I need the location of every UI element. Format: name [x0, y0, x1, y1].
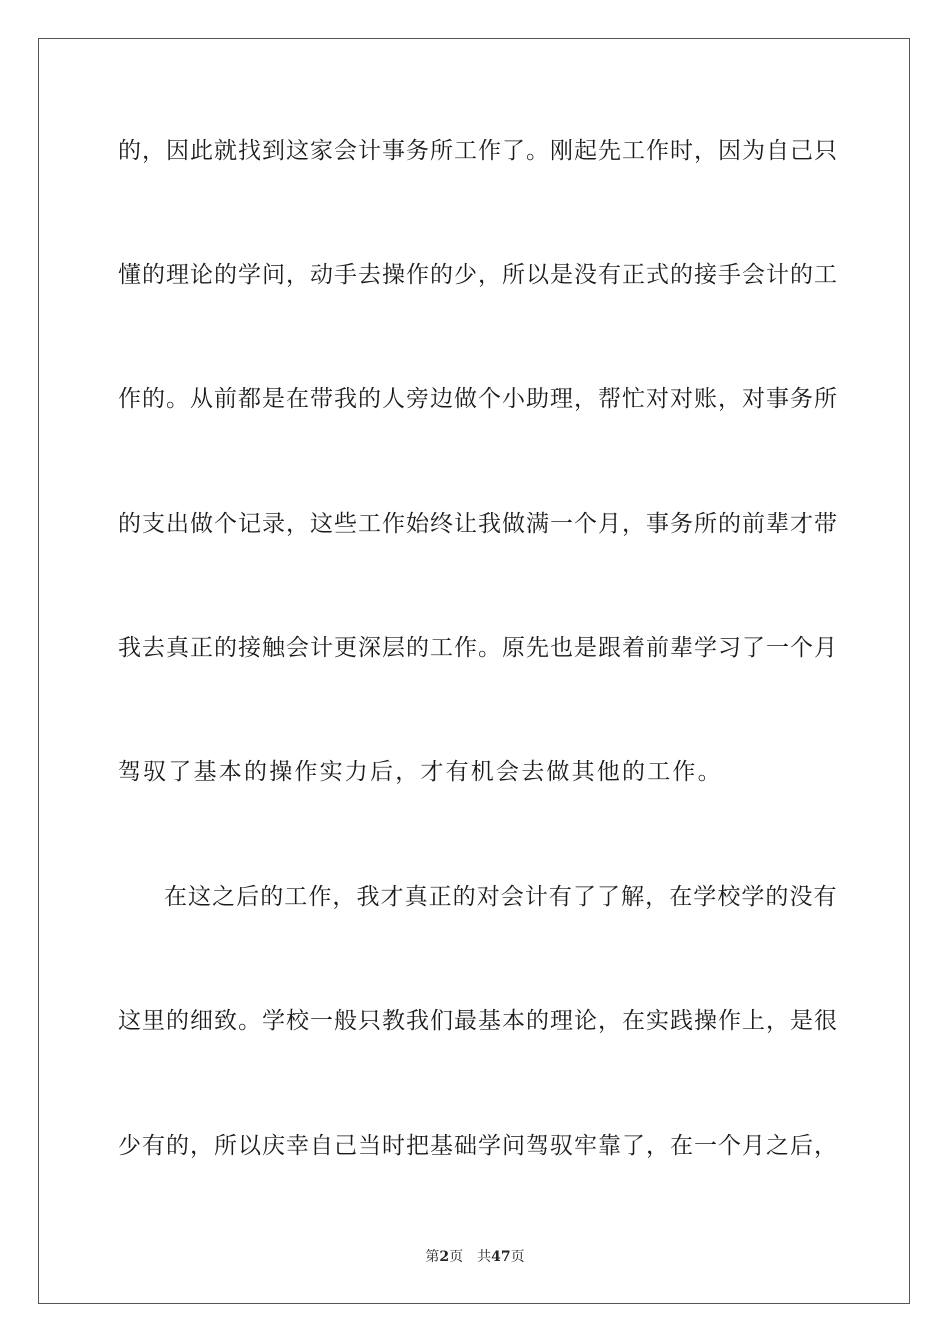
text-line-3: 作的。从前都是在带我的人旁边做个小助理，帮忙对对账，对事务所	[118, 386, 838, 412]
total-prefix: 共	[477, 1249, 492, 1265]
text-line-9: 少有的，所以庆幸自己当时把基础学问驾驭牢靠了，在一个月之后，	[118, 1133, 838, 1159]
total-pages: 47	[491, 1249, 511, 1265]
text-line-4: 的支出做个记录，这些工作始终让我做满一个月，事务所的前辈才带	[118, 511, 838, 537]
page-border	[38, 38, 910, 1304]
page-number: 2	[439, 1249, 450, 1265]
text-line-6: 驾驭了基本的操作实力后，才有机会去做其他的工作。	[118, 759, 723, 785]
page-footer	[0, 1246, 950, 1266]
text-line-7: 在这之后的工作，我才真正的对会计有了了解，在学校学的没有	[164, 884, 838, 910]
page-suffix: 页	[449, 1249, 464, 1265]
text-line-1: 的，因此就找到这家会计事务所工作了。刚起先工作时，因为自己只	[118, 138, 838, 164]
text-line-2: 懂的理论的学问，动手去操作的少，所以是没有正式的接手会计的工	[118, 262, 838, 288]
page-prefix: 第	[425, 1249, 440, 1265]
text-line-8: 这里的细致。学校一般只教我们最基本的理论，在实践操作上，是很	[118, 1008, 838, 1034]
text-line-5: 我去真正的接触会计更深层的工作。原先也是跟着前辈学习了一个月	[118, 635, 838, 661]
total-suffix: 页	[510, 1249, 525, 1265]
